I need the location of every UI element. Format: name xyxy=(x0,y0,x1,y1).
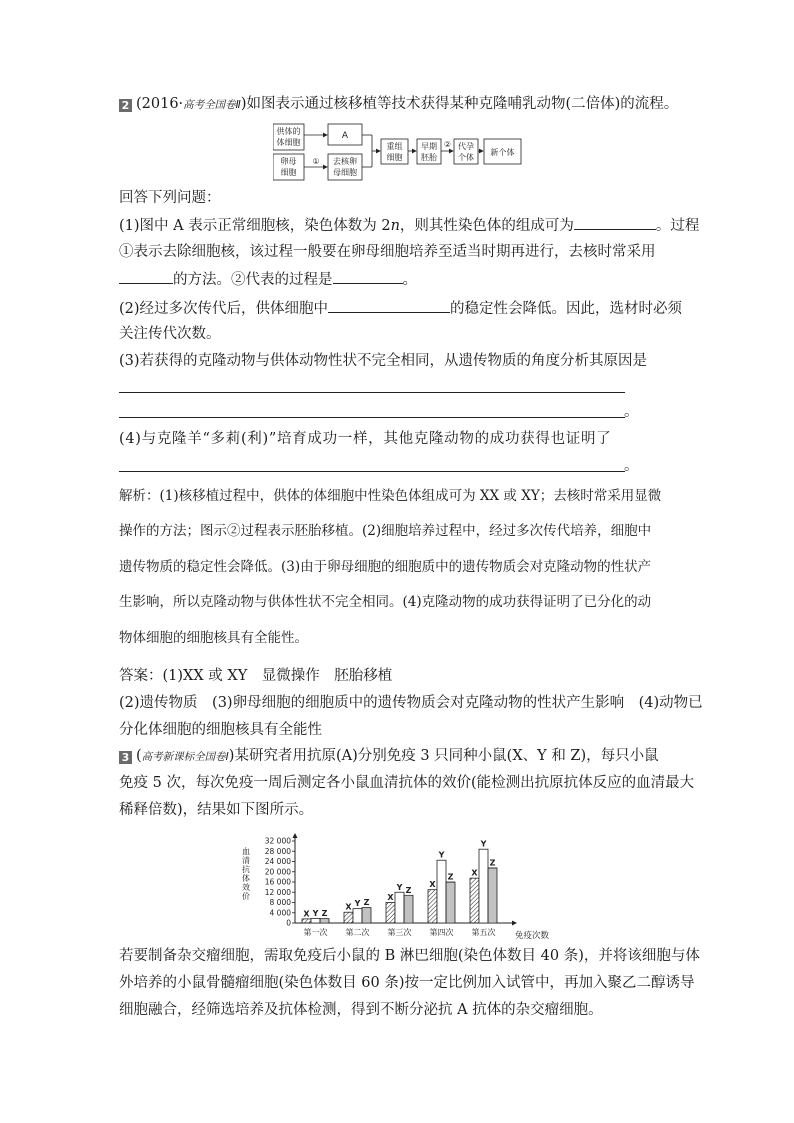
q2-p1a: (1)图中 A 表示正常细胞核，染色体数为 2 xyxy=(119,218,391,234)
bar-z xyxy=(320,919,329,923)
flow-step1: ① xyxy=(312,157,320,166)
q2-stem-line xyxy=(119,94,678,115)
answer-line-2: (2)遗传物质 (3)卵母细胞的细胞质中的遗传物质会对克隆动物的性状产生影响 (4)动物已 xyxy=(119,695,703,711)
q2-p1a-tail: ，则其性染色体的组成可为 xyxy=(399,218,574,234)
y-axis-label-char: 血 xyxy=(242,847,250,856)
flow-a: A xyxy=(341,131,349,141)
antibody-titer-bar-chart xyxy=(240,830,550,942)
flow-step2: ② xyxy=(443,140,452,149)
bar-label: Y xyxy=(438,850,445,860)
flow-embryo-l2: 胚胎 xyxy=(421,153,437,162)
bar-x xyxy=(302,919,311,923)
q2-part3-end: 。 xyxy=(624,404,639,420)
y-axis-label-char: 效 xyxy=(242,883,250,892)
y-tick-label: 0 xyxy=(286,918,291,928)
explanation-line-3: 遗传物质的稳定性会降低。(3)由于卵母细胞的细胞质中的遗传物质会对克隆动物的性状产 xyxy=(119,559,652,575)
bar-z xyxy=(362,908,371,923)
x-tick-label: 第三次 xyxy=(387,928,412,937)
x-axis-arrow xyxy=(512,921,517,926)
bar-y xyxy=(311,918,320,923)
bar-label: Y xyxy=(312,908,319,918)
bar-y xyxy=(395,892,404,923)
q3-after-line2: 外培养的小鼠骨髓瘤细胞(染色体数目 60 条)按一定比例加入试管中，再加入聚乙二醇诱导 xyxy=(119,975,695,991)
q2-p2a: (2)经过多次传代后，供体细胞中 xyxy=(119,301,329,317)
bar-y xyxy=(479,849,488,923)
q3-number-badge: 3 xyxy=(119,751,132,764)
flow-recon-l2: 细胞 xyxy=(386,153,403,162)
nuclear-transfer-flow-diagram xyxy=(273,122,525,182)
flow-embryo-l1: 早期 xyxy=(421,142,437,151)
q3-stem-line xyxy=(119,746,659,767)
answer-prompt: 回答下列问题： xyxy=(119,190,221,206)
explanation-line-5: 物体细胞的细胞核具有全能性。 xyxy=(119,630,308,646)
q3-stem-line2: 免疫 5 次，每次免疫一周后测定各小鼠血清抗体的效价(能检测出抗原抗体反应的血清最大 xyxy=(119,775,695,791)
explanation-line-4: 生影响，所以克隆动物与供体性状不完全相同。(4)克隆动物的成功获得证明了已分化的动 xyxy=(119,594,652,610)
q3-after-line1: 若要制备杂交瘤细胞，需取免疫后小鼠的 B 淋巴细胞(染色体数目 40 条)，并将该细胞与体 xyxy=(119,948,700,964)
bar-z xyxy=(446,882,455,923)
q2-source: 高考全国卷Ⅱ xyxy=(183,99,241,111)
q2-part4-end: 。 xyxy=(624,458,639,474)
bar-x xyxy=(470,878,479,923)
flow-enucleated-l1: 去核卵 xyxy=(333,157,357,166)
x-axis-label: 免疫次数 xyxy=(514,931,550,941)
blank-1-3[interactable] xyxy=(333,269,403,284)
q3-stem-line3: 稀释倍数)，结果如下图所示。 xyxy=(119,802,314,818)
q3-source-open: ( xyxy=(136,748,142,764)
q2-year: (2016· xyxy=(136,96,184,112)
q3-stem: )某研究者用抗原(A)分别免疫 3 只同种小鼠(X、Y 和 Z)，每只小鼠 xyxy=(228,748,659,764)
bar-label: X xyxy=(303,909,310,919)
bar-label: X xyxy=(429,880,436,890)
y-tick-label: 28 000 xyxy=(264,846,291,856)
q2-p1a-n: n xyxy=(390,218,400,234)
explanation-line-2: 操作的方法；图示②过程表示胚胎移植。(2)细胞培养过程中，经过多次传代培养，细胞中 xyxy=(119,523,652,539)
q2-part1-line1 xyxy=(119,215,699,236)
q2-number-badge: 2 xyxy=(119,99,132,112)
bar-x xyxy=(386,903,395,924)
bar-label: Y xyxy=(480,839,487,849)
flow-surrogate-l1: 代孕 xyxy=(458,142,474,151)
blank-1-1[interactable] xyxy=(574,215,656,230)
q2-part2-line2: 关注传代次数。 xyxy=(119,326,221,342)
flow-new-individual: 新个体 xyxy=(490,148,515,157)
q3-after-line3: 细胞融合，经筛选培养及抗体检测，得到不断分泌抗 A 抗体的杂交瘤细胞。 xyxy=(119,1002,603,1018)
x-tick-label: 第五次 xyxy=(471,928,496,937)
bar-x xyxy=(428,890,437,923)
bar-label: X xyxy=(345,902,352,912)
q2-p1a-end: 。过程 xyxy=(655,218,700,234)
y-axis-label-char: 抗 xyxy=(242,865,250,874)
flow-oocyte-l1: 卵母 xyxy=(280,157,297,166)
flow-surrogate-l2: 个体 xyxy=(458,153,474,162)
bar-label: Z xyxy=(321,909,328,919)
y-tick-label: 32 000 xyxy=(264,836,291,846)
flow-recon-l1: 重组 xyxy=(386,142,403,151)
answer-line-1: 答案：(1)XX 或 XY 显微操作 胚胎移植 xyxy=(119,668,393,684)
bar-label: Z xyxy=(405,885,412,895)
x-tick-label: 第一次 xyxy=(303,928,328,937)
x-tick-label: 第四次 xyxy=(429,928,454,937)
y-tick-label: 4 000 xyxy=(269,908,291,918)
answer-line-3: 分化体细胞的细胞核具有全能性 xyxy=(119,722,322,738)
q2-part2-line1 xyxy=(119,298,682,319)
blank-3-line2[interactable] xyxy=(119,417,625,418)
y-tick-label: 12 000 xyxy=(264,887,291,897)
bar-label: Z xyxy=(489,858,496,868)
q2-part1-line3 xyxy=(119,269,417,290)
flow-donor-l2: 体细胞 xyxy=(276,138,301,147)
bar-x xyxy=(344,912,353,923)
q2-stem: )如图表示通过核移植等技术获得某种克隆哺乳动物(二倍体)的流程。 xyxy=(240,96,679,112)
y-axis-arrow xyxy=(293,833,298,838)
bar-label: Y xyxy=(354,899,361,909)
q2-part4-line1: (4)与克隆羊“多莉(利)”培育成功一样，其他克隆动物的成功获得也证明了 xyxy=(119,431,612,447)
blank-1-2[interactable] xyxy=(119,269,173,284)
bar-label: X xyxy=(471,868,478,878)
y-tick-label: 24 000 xyxy=(264,857,291,866)
y-tick-label: 16 000 xyxy=(264,877,291,887)
bar-label: Y xyxy=(396,882,403,892)
q3-source: 高考新课标全国卷Ⅰ xyxy=(141,751,229,763)
y-tick-label: 20 000 xyxy=(264,867,291,877)
bar-z xyxy=(488,868,497,923)
bar-label: Z xyxy=(363,898,370,908)
flow-enucleated-l2: 母细胞 xyxy=(333,168,357,177)
blank-4[interactable] xyxy=(119,471,625,472)
x-tick-label: 第二次 xyxy=(345,928,370,937)
y-axis-label-char: 价 xyxy=(242,892,250,901)
y-tick-label: 8 000 xyxy=(269,898,291,907)
q2-p2a-tail: 的稳定性会降低。因此，选材时必须 xyxy=(450,301,683,317)
bar-y xyxy=(353,909,362,923)
bar-label: Z xyxy=(447,872,454,882)
blank-3-line1[interactable] xyxy=(119,392,625,393)
bar-z xyxy=(404,895,413,923)
bar-y xyxy=(437,860,446,923)
explanation-line-1: 解析：(1)核移植过程中，供体的体细胞中性染色体组成可为 XX 或 XY；去核时常采用显微 xyxy=(119,488,662,504)
flow-oocyte-l2: 细胞 xyxy=(280,168,297,177)
q2-part1-line2: ①表示去除细胞核，该过程一般要在卵母细胞培养至适当时期再进行，去核时常采用 xyxy=(119,244,656,260)
y-axis-label-char: 清 xyxy=(242,856,250,865)
q2-p1c-end: 的方法。②代表的过程是 xyxy=(173,272,333,288)
q2-p1c-tail: 。 xyxy=(402,272,417,288)
y-axis-label-char: 体 xyxy=(242,874,250,883)
q2-part3-line1: (3)若获得的克隆动物与供体动物性状不完全相同，从遗传物质的角度分析其原因是 xyxy=(119,353,648,369)
bar-label: X xyxy=(387,893,394,902)
blank-2[interactable] xyxy=(328,298,450,313)
flow-donor-l1: 供体的 xyxy=(276,127,301,136)
